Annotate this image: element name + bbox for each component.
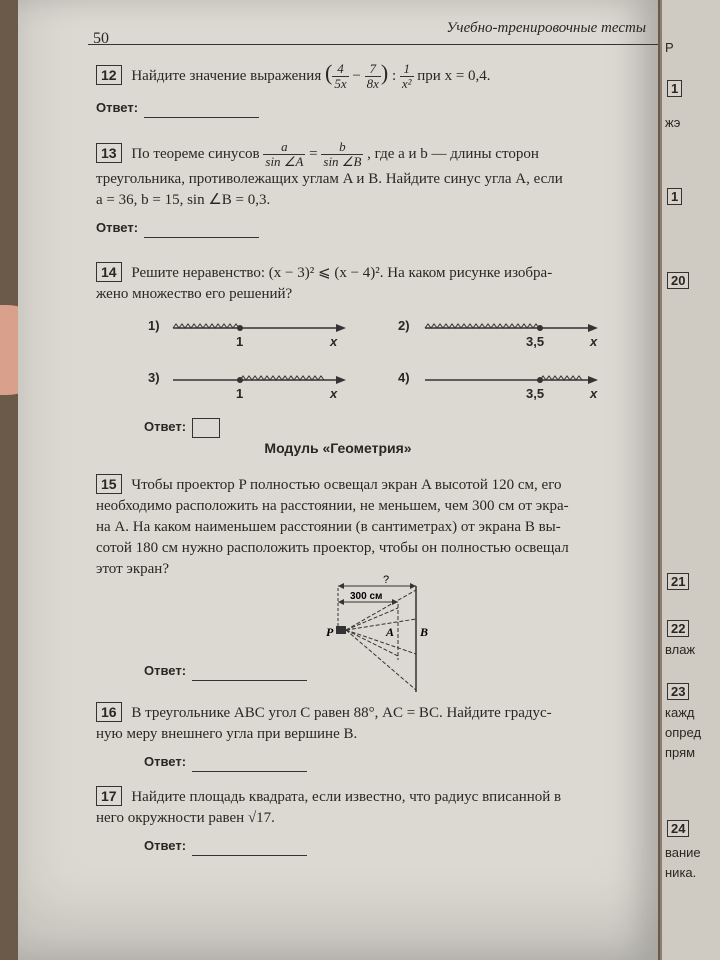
task-text: сотой 180 см нужно расположить проектор, чтобы он полностью освещал <box>96 540 569 556</box>
side-task-number: 24 <box>667 820 689 837</box>
task-number: 15 <box>96 474 122 494</box>
task-number: 14 <box>96 262 122 282</box>
task-14 <box>96 262 641 305</box>
number-line-graphic <box>168 370 348 410</box>
side-text: прям <box>665 745 696 760</box>
task-16 <box>96 702 641 772</box>
side-text: вание <box>665 845 701 860</box>
header-rule <box>88 44 658 45</box>
side-task-number: 21 <box>667 573 689 590</box>
number-line-graphic <box>420 370 600 410</box>
task-15 <box>96 474 641 580</box>
side-text: влаж <box>665 642 696 657</box>
diagram-label-A: A <box>386 625 395 639</box>
running-head: Учебно-тренировочные тесты <box>446 20 646 36</box>
side-text: опред <box>665 725 702 740</box>
number-line-option-4: 4) 3,5 x <box>398 370 608 410</box>
fraction: $\frac{4}{5x}$ <box>334 61 347 92</box>
task-text: a = 36, b = 15, sin ∠B = 0,3. <box>96 192 271 208</box>
side-text: Р <box>665 40 674 55</box>
number-line-graphic <box>168 318 348 358</box>
diagram-label-q: ? <box>383 574 390 586</box>
task-number: 13 <box>96 143 122 163</box>
page-number: 50 <box>93 30 109 47</box>
task-text: него окружности равен √17. <box>96 810 275 826</box>
task-number: 12 <box>96 65 122 85</box>
task-text: треугольника, противолежащих углам A и B. Найдите синус угла A, если <box>96 171 563 187</box>
answer-line: Ответ: <box>96 217 641 238</box>
task-12: 12 Найдите значение выражения ( $\frac{4}{5x}$ − $\frac{7}{8x}$ ) : $\frac{1}{\text{x²}}$ при x = 0,4. Ответ: <box>96 62 641 118</box>
fraction: $\frac{1}{\text{x²}}$ <box>401 61 412 92</box>
next-page-edge <box>660 0 720 960</box>
task-text: ную меру внешнего угла при вершине B. <box>96 726 358 742</box>
diagram-label-P: P <box>326 625 334 639</box>
task-text: Найдите площадь квадрата, если известно, что радиус вписанной в <box>131 789 562 805</box>
page-header <box>18 18 658 47</box>
side-text: кажд <box>665 705 695 720</box>
task-text: Решите неравенство: (x − 3)² ⩽ (x − 4)². На каком рисунке изобра- <box>131 265 553 281</box>
fraction: $\frac{a}{\sin \angle A}$ <box>265 139 304 169</box>
task-17 <box>96 786 641 856</box>
side-task-number: 1 <box>667 80 682 97</box>
side-task-number: 20 <box>667 272 689 289</box>
side-task-number: 1 <box>667 188 682 205</box>
textbook-page <box>18 0 658 960</box>
answer-line: Ответ: <box>144 751 641 772</box>
side-task-number: 23 <box>667 683 689 700</box>
task-text: при x = 0,4. <box>417 68 491 84</box>
side-text: жэ <box>665 115 681 130</box>
task-text: жено множество его решений? <box>96 286 293 302</box>
number-line-option-3: 3) 1 x <box>148 370 348 410</box>
answer-line: Ответ: <box>144 835 641 856</box>
task-number: 17 <box>96 786 122 806</box>
number-line-option-2: 2) 3,5 x <box>398 318 608 358</box>
answer-line: Ответ: <box>144 660 641 681</box>
fraction: $\frac{7}{8x}$ <box>366 61 379 92</box>
task-text: на A. На каком наименьшем расстоянии (в сантиметрах) от экрана B вы- <box>96 519 561 535</box>
task-text: В треугольнике ABC угол C равен 88°, AC = BC. Найдите градус- <box>131 705 552 721</box>
task-number: 16 <box>96 702 122 722</box>
module-title: Модуль «Геометрия» <box>264 440 412 456</box>
task-text: Найдите значение выражения <box>131 68 322 84</box>
task-text: Чтобы проектор P полностью освещал экран A высотой 120 см, его <box>131 477 562 493</box>
task-text: этот экран? <box>96 561 169 577</box>
fraction: $\frac{b}{\sin \angle B}$ <box>323 139 362 169</box>
diagram-label-B: B <box>420 625 429 639</box>
diagram-label-300: 300 см <box>350 591 383 602</box>
side-task-number: 22 <box>667 620 689 637</box>
task-text: По теореме синусов <box>131 145 260 162</box>
task-text: , где a и b — длины сторон <box>367 145 539 162</box>
number-line-graphic <box>420 318 600 358</box>
task-15-answer <box>96 654 641 681</box>
side-text: ника. <box>665 865 697 880</box>
task-14-answer <box>96 410 641 438</box>
number-line-option-1: 1) 1 x <box>148 318 348 358</box>
task-text: необходимо расположить на расстоянии, не меньшем, чем 300 см от экра- <box>96 498 569 514</box>
answer-box: Ответ: <box>144 416 641 438</box>
answer-line: Ответ: <box>96 97 641 118</box>
task-13: 13 По теореме синусов $\frac{a}{\sin \angle A}$ = $\frac{b}{\sin \angle B}$ , где a и b — длины сторон треугольника, противолежащих углам A и B. Найдите синус угла A, если a = 36, b = 15, sin ∠B = 0,3. Ответ: <box>96 140 641 238</box>
